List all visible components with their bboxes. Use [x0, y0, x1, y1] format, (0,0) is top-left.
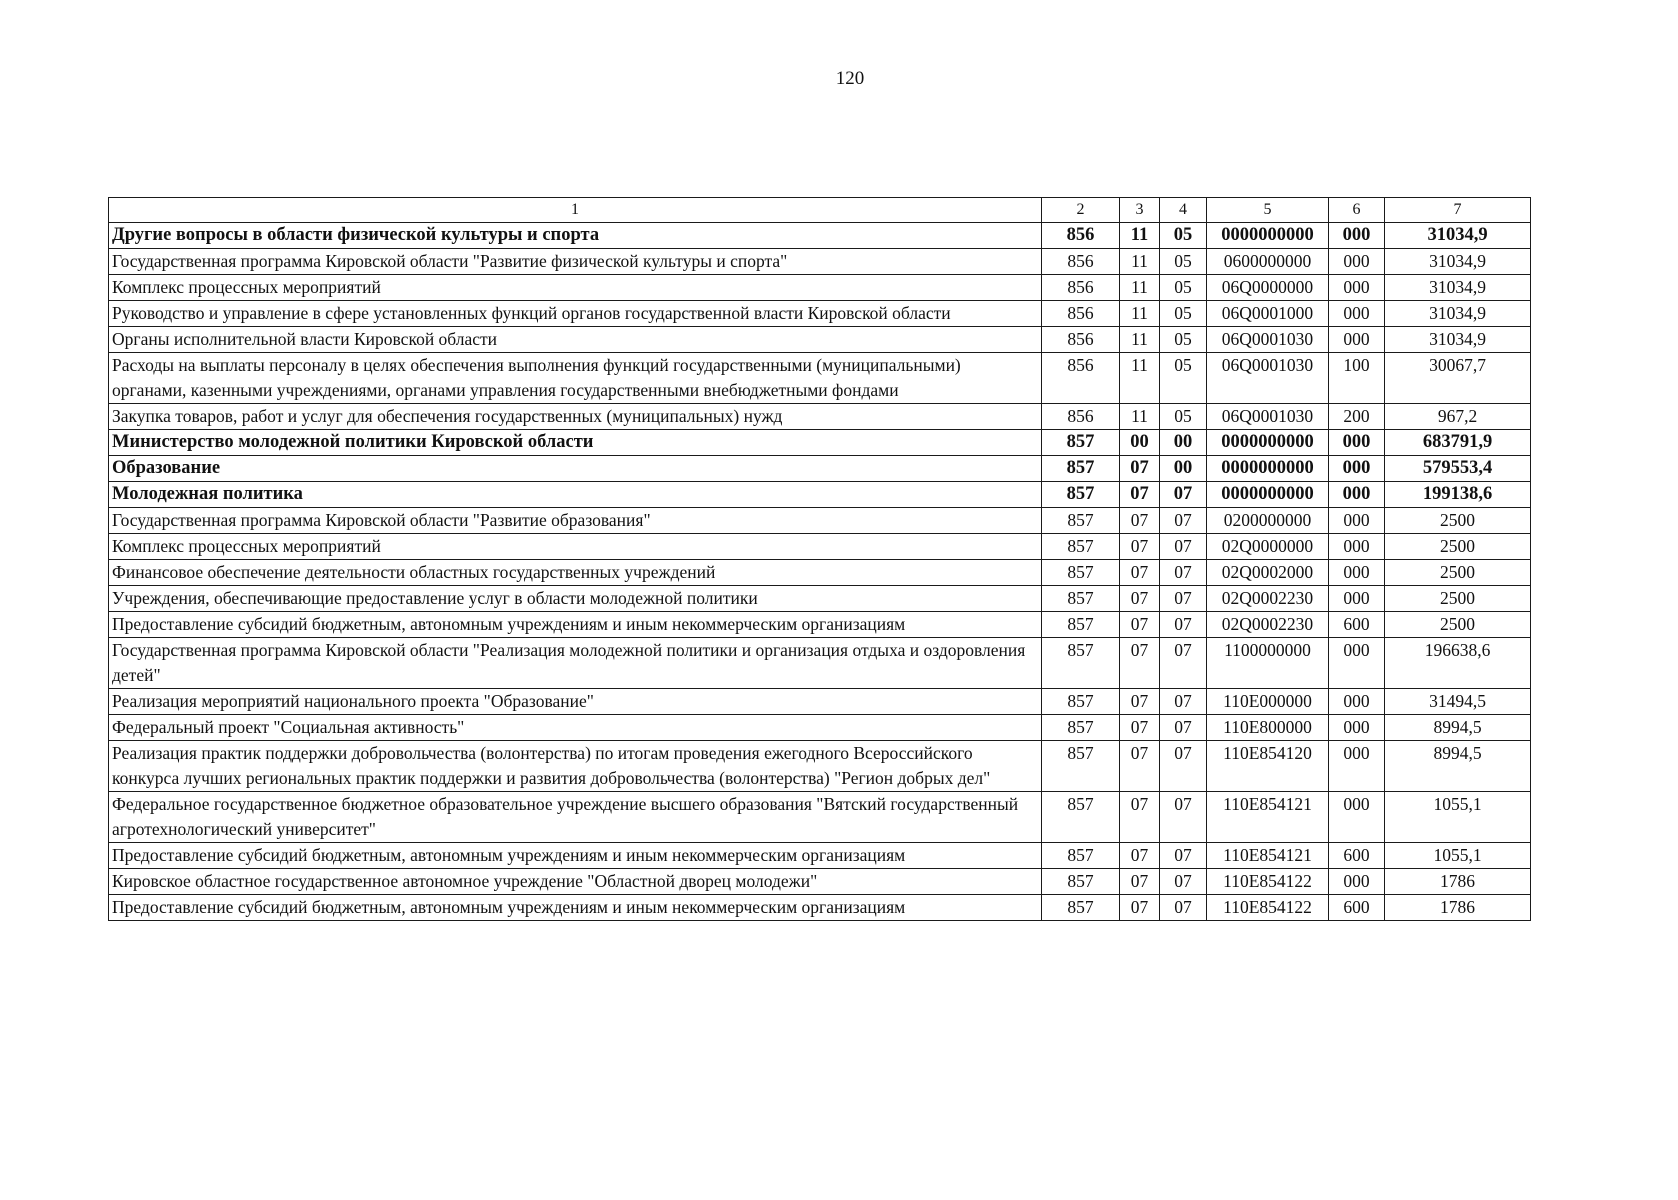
- row-name-cell: Предоставление субсидий бюджетным, автономным учреждениям и иным некоммерческим организациям: [109, 895, 1042, 921]
- code-5-cell: 06Q0001030: [1207, 353, 1329, 404]
- amount-cell: 31494,5: [1385, 689, 1531, 715]
- table-body: [109, 198, 1531, 921]
- code-5-cell: 0000000000: [1207, 482, 1329, 508]
- code-2-cell: 857: [1042, 534, 1120, 560]
- code-3-cell: 07: [1120, 482, 1160, 508]
- code-6-cell: 000: [1329, 301, 1385, 327]
- row-name-cell: Государственная программа Кировской области "Развитие физической культуры и спорта": [109, 249, 1042, 275]
- code-4-cell: 00: [1160, 430, 1207, 456]
- code-2-cell: 857: [1042, 792, 1120, 843]
- row-name-cell: Финансовое обеспечение деятельности областных государственных учреждений: [109, 560, 1042, 586]
- table-row: [109, 327, 1531, 353]
- code-2-cell: 857: [1042, 612, 1120, 638]
- code-3-cell: 11: [1120, 301, 1160, 327]
- code-4-cell: 07: [1160, 612, 1207, 638]
- amount-cell: 1055,1: [1385, 843, 1531, 869]
- code-5-cell: 110E854121: [1207, 843, 1329, 869]
- header-cell: 7: [1385, 198, 1531, 223]
- code-3-cell: 07: [1120, 508, 1160, 534]
- table-row: [109, 560, 1531, 586]
- code-2-cell: 856: [1042, 404, 1120, 430]
- table-row: [109, 275, 1531, 301]
- amount-cell: 1055,1: [1385, 792, 1531, 843]
- amount-cell: 2500: [1385, 586, 1531, 612]
- code-4-cell: 00: [1160, 456, 1207, 482]
- amount-cell: 2500: [1385, 508, 1531, 534]
- code-4-cell: 05: [1160, 327, 1207, 353]
- row-name-cell: Учреждения, обеспечивающие предоставление услуг в области молодежной политики: [109, 586, 1042, 612]
- code-3-cell: 07: [1120, 869, 1160, 895]
- code-2-cell: 856: [1042, 223, 1120, 249]
- code-5-cell: 0000000000: [1207, 456, 1329, 482]
- row-name-cell: Органы исполнительной власти Кировской области: [109, 327, 1042, 353]
- amount-cell: 579553,4: [1385, 456, 1531, 482]
- code-3-cell: 07: [1120, 715, 1160, 741]
- code-6-cell: 200: [1329, 404, 1385, 430]
- table-row: [109, 430, 1531, 456]
- code-3-cell: 07: [1120, 843, 1160, 869]
- code-5-cell: 02Q0002230: [1207, 586, 1329, 612]
- code-6-cell: 000: [1329, 223, 1385, 249]
- code-6-cell: 000: [1329, 689, 1385, 715]
- amount-cell: 196638,6: [1385, 638, 1531, 689]
- page-number: 120: [835, 68, 865, 89]
- code-5-cell: 0000000000: [1207, 430, 1329, 456]
- code-4-cell: 07: [1160, 560, 1207, 586]
- code-4-cell: 05: [1160, 353, 1207, 404]
- code-4-cell: 07: [1160, 482, 1207, 508]
- code-5-cell: 1100000000: [1207, 638, 1329, 689]
- code-2-cell: 856: [1042, 249, 1120, 275]
- code-6-cell: 000: [1329, 482, 1385, 508]
- row-name-cell: Предоставление субсидий бюджетным, автономным учреждениям и иным некоммерческим организациям: [109, 843, 1042, 869]
- code-5-cell: 06Q0000000: [1207, 275, 1329, 301]
- code-5-cell: 110E000000: [1207, 689, 1329, 715]
- code-5-cell: 0200000000: [1207, 508, 1329, 534]
- amount-cell: 31034,9: [1385, 301, 1531, 327]
- row-name-cell: Реализация мероприятий национального проекта "Образование": [109, 689, 1042, 715]
- code-4-cell: 05: [1160, 404, 1207, 430]
- table-row: [109, 638, 1531, 689]
- code-4-cell: 05: [1160, 301, 1207, 327]
- row-name-cell: Предоставление субсидий бюджетным, автономным учреждениям и иным некоммерческим организациям: [109, 612, 1042, 638]
- code-3-cell: 11: [1120, 249, 1160, 275]
- code-2-cell: 856: [1042, 353, 1120, 404]
- code-6-cell: 000: [1329, 741, 1385, 792]
- code-6-cell: 600: [1329, 612, 1385, 638]
- table-row: [109, 612, 1531, 638]
- code-2-cell: 857: [1042, 715, 1120, 741]
- code-6-cell: 100: [1329, 353, 1385, 404]
- code-3-cell: 07: [1120, 586, 1160, 612]
- code-2-cell: 857: [1042, 869, 1120, 895]
- table-row: [109, 895, 1531, 921]
- code-3-cell: 11: [1120, 327, 1160, 353]
- amount-cell: 30067,7: [1385, 353, 1531, 404]
- amount-cell: 2500: [1385, 612, 1531, 638]
- code-2-cell: 856: [1042, 327, 1120, 353]
- row-name-cell: Другие вопросы в области физической культуры и спорта: [109, 223, 1042, 249]
- code-4-cell: 07: [1160, 895, 1207, 921]
- code-5-cell: 06Q0001030: [1207, 327, 1329, 353]
- code-2-cell: 857: [1042, 560, 1120, 586]
- code-4-cell: 07: [1160, 689, 1207, 715]
- code-5-cell: 06Q0001000: [1207, 301, 1329, 327]
- code-3-cell: 11: [1120, 353, 1160, 404]
- table-row: [109, 715, 1531, 741]
- code-5-cell: 0000000000: [1207, 223, 1329, 249]
- code-2-cell: 857: [1042, 430, 1120, 456]
- code-2-cell: 856: [1042, 275, 1120, 301]
- amount-cell: 967,2: [1385, 404, 1531, 430]
- code-4-cell: 07: [1160, 741, 1207, 792]
- code-6-cell: 000: [1329, 508, 1385, 534]
- code-6-cell: 000: [1329, 275, 1385, 301]
- header-cell: 3: [1120, 198, 1160, 223]
- code-3-cell: 07: [1120, 456, 1160, 482]
- code-3-cell: 07: [1120, 638, 1160, 689]
- table-row: [109, 249, 1531, 275]
- code-6-cell: 000: [1329, 249, 1385, 275]
- row-name-cell: Руководство и управление в сфере установленных функций органов государственной власти Кировской области: [109, 301, 1042, 327]
- code-3-cell: 07: [1120, 689, 1160, 715]
- code-3-cell: 07: [1120, 534, 1160, 560]
- amount-cell: 8994,5: [1385, 741, 1531, 792]
- code-2-cell: 857: [1042, 482, 1120, 508]
- budget-table: [108, 197, 1531, 921]
- code-2-cell: 856: [1042, 301, 1120, 327]
- header-cell: 2: [1042, 198, 1120, 223]
- code-3-cell: 07: [1120, 792, 1160, 843]
- code-6-cell: 000: [1329, 638, 1385, 689]
- code-2-cell: 857: [1042, 508, 1120, 534]
- amount-cell: 31034,9: [1385, 223, 1531, 249]
- amount-cell: 1786: [1385, 869, 1531, 895]
- code-4-cell: 05: [1160, 223, 1207, 249]
- code-4-cell: 07: [1160, 843, 1207, 869]
- table-row: [109, 843, 1531, 869]
- amount-cell: 2500: [1385, 534, 1531, 560]
- code-4-cell: 07: [1160, 638, 1207, 689]
- row-name-cell: Федеральный проект "Социальная активность": [109, 715, 1042, 741]
- code-6-cell: 000: [1329, 430, 1385, 456]
- code-6-cell: 600: [1329, 895, 1385, 921]
- code-2-cell: 857: [1042, 895, 1120, 921]
- row-name-cell: Комплекс процессных мероприятий: [109, 275, 1042, 301]
- code-3-cell: 07: [1120, 741, 1160, 792]
- row-name-cell: Образование: [109, 456, 1042, 482]
- code-6-cell: 000: [1329, 792, 1385, 843]
- table-row: [109, 482, 1531, 508]
- code-6-cell: 600: [1329, 843, 1385, 869]
- table-row: [109, 301, 1531, 327]
- row-name-cell: Молодежная политика: [109, 482, 1042, 508]
- table-row: [109, 534, 1531, 560]
- code-6-cell: 000: [1329, 560, 1385, 586]
- code-4-cell: 05: [1160, 249, 1207, 275]
- code-5-cell: 110E800000: [1207, 715, 1329, 741]
- code-4-cell: 07: [1160, 869, 1207, 895]
- code-6-cell: 000: [1329, 534, 1385, 560]
- code-3-cell: 11: [1120, 223, 1160, 249]
- code-3-cell: 00: [1120, 430, 1160, 456]
- code-5-cell: 06Q0001030: [1207, 404, 1329, 430]
- amount-cell: 8994,5: [1385, 715, 1531, 741]
- code-3-cell: 11: [1120, 404, 1160, 430]
- code-5-cell: 02Q0000000: [1207, 534, 1329, 560]
- code-4-cell: 07: [1160, 508, 1207, 534]
- header-cell: 4: [1160, 198, 1207, 223]
- row-name-cell: Закупка товаров, работ и услуг для обеспечения государственных (муниципальных) нужд: [109, 404, 1042, 430]
- code-5-cell: 02Q0002230: [1207, 612, 1329, 638]
- amount-cell: 2500: [1385, 560, 1531, 586]
- table-row: [109, 586, 1531, 612]
- table-row: [109, 456, 1531, 482]
- table-row: [109, 792, 1531, 843]
- table-row: [109, 404, 1531, 430]
- code-2-cell: 857: [1042, 456, 1120, 482]
- code-2-cell: 857: [1042, 638, 1120, 689]
- code-2-cell: 857: [1042, 741, 1120, 792]
- table-row: [109, 741, 1531, 792]
- row-name-cell: Кировское областное государственное автономное учреждение "Областной дворец молодежи": [109, 869, 1042, 895]
- code-2-cell: 857: [1042, 586, 1120, 612]
- code-5-cell: 110E854122: [1207, 869, 1329, 895]
- row-name-cell: Федеральное государственное бюджетное образовательное учреждение высшего образования "Вятский государственный агротехнологический университет": [109, 792, 1042, 843]
- code-5-cell: 0600000000: [1207, 249, 1329, 275]
- code-4-cell: 05: [1160, 275, 1207, 301]
- table-row: [109, 353, 1531, 404]
- code-6-cell: 000: [1329, 869, 1385, 895]
- row-name-cell: Реализация практик поддержки добровольчества (волонтерства) по итогам проведения ежегодного Всероссийского конкурса лучших региональных практик поддержки и развития добровольчества (волонтерства) "Регион добрых дел": [109, 741, 1042, 792]
- amount-cell: 31034,9: [1385, 327, 1531, 353]
- code-5-cell: 110E854120: [1207, 741, 1329, 792]
- code-3-cell: 07: [1120, 895, 1160, 921]
- row-name-cell: Государственная программа Кировской области "Развитие образования": [109, 508, 1042, 534]
- code-5-cell: 110E854122: [1207, 895, 1329, 921]
- code-3-cell: 07: [1120, 560, 1160, 586]
- code-5-cell: 02Q0002000: [1207, 560, 1329, 586]
- amount-cell: 1786: [1385, 895, 1531, 921]
- row-name-cell: Расходы на выплаты персоналу в целях обеспечения выполнения функций государственными (муниципальными) органами, казенными учреждениями, органами управления государственными внебюджетными фондами: [109, 353, 1042, 404]
- code-5-cell: 110E854121: [1207, 792, 1329, 843]
- table-row: [109, 689, 1531, 715]
- code-3-cell: 11: [1120, 275, 1160, 301]
- header-cell: 1: [109, 198, 1042, 223]
- header-cell: 6: [1329, 198, 1385, 223]
- code-3-cell: 07: [1120, 612, 1160, 638]
- table-row: [109, 223, 1531, 249]
- amount-cell: 199138,6: [1385, 482, 1531, 508]
- code-4-cell: 07: [1160, 715, 1207, 741]
- amount-cell: 683791,9: [1385, 430, 1531, 456]
- code-4-cell: 07: [1160, 534, 1207, 560]
- code-6-cell: 000: [1329, 715, 1385, 741]
- code-6-cell: 000: [1329, 586, 1385, 612]
- amount-cell: 31034,9: [1385, 275, 1531, 301]
- code-6-cell: 000: [1329, 456, 1385, 482]
- code-2-cell: 857: [1042, 689, 1120, 715]
- table-row: [109, 508, 1531, 534]
- amount-cell: 31034,9: [1385, 249, 1531, 275]
- code-2-cell: 857: [1042, 843, 1120, 869]
- code-4-cell: 07: [1160, 792, 1207, 843]
- row-name-cell: Государственная программа Кировской области "Реализация молодежной политики и организация отдыха и оздоровления детей": [109, 638, 1042, 689]
- table-row: [109, 869, 1531, 895]
- table-header-row: [109, 198, 1531, 223]
- code-6-cell: 000: [1329, 327, 1385, 353]
- row-name-cell: Министерство молодежной политики Кировской области: [109, 430, 1042, 456]
- row-name-cell: Комплекс процессных мероприятий: [109, 534, 1042, 560]
- header-cell: 5: [1207, 198, 1329, 223]
- code-4-cell: 07: [1160, 586, 1207, 612]
